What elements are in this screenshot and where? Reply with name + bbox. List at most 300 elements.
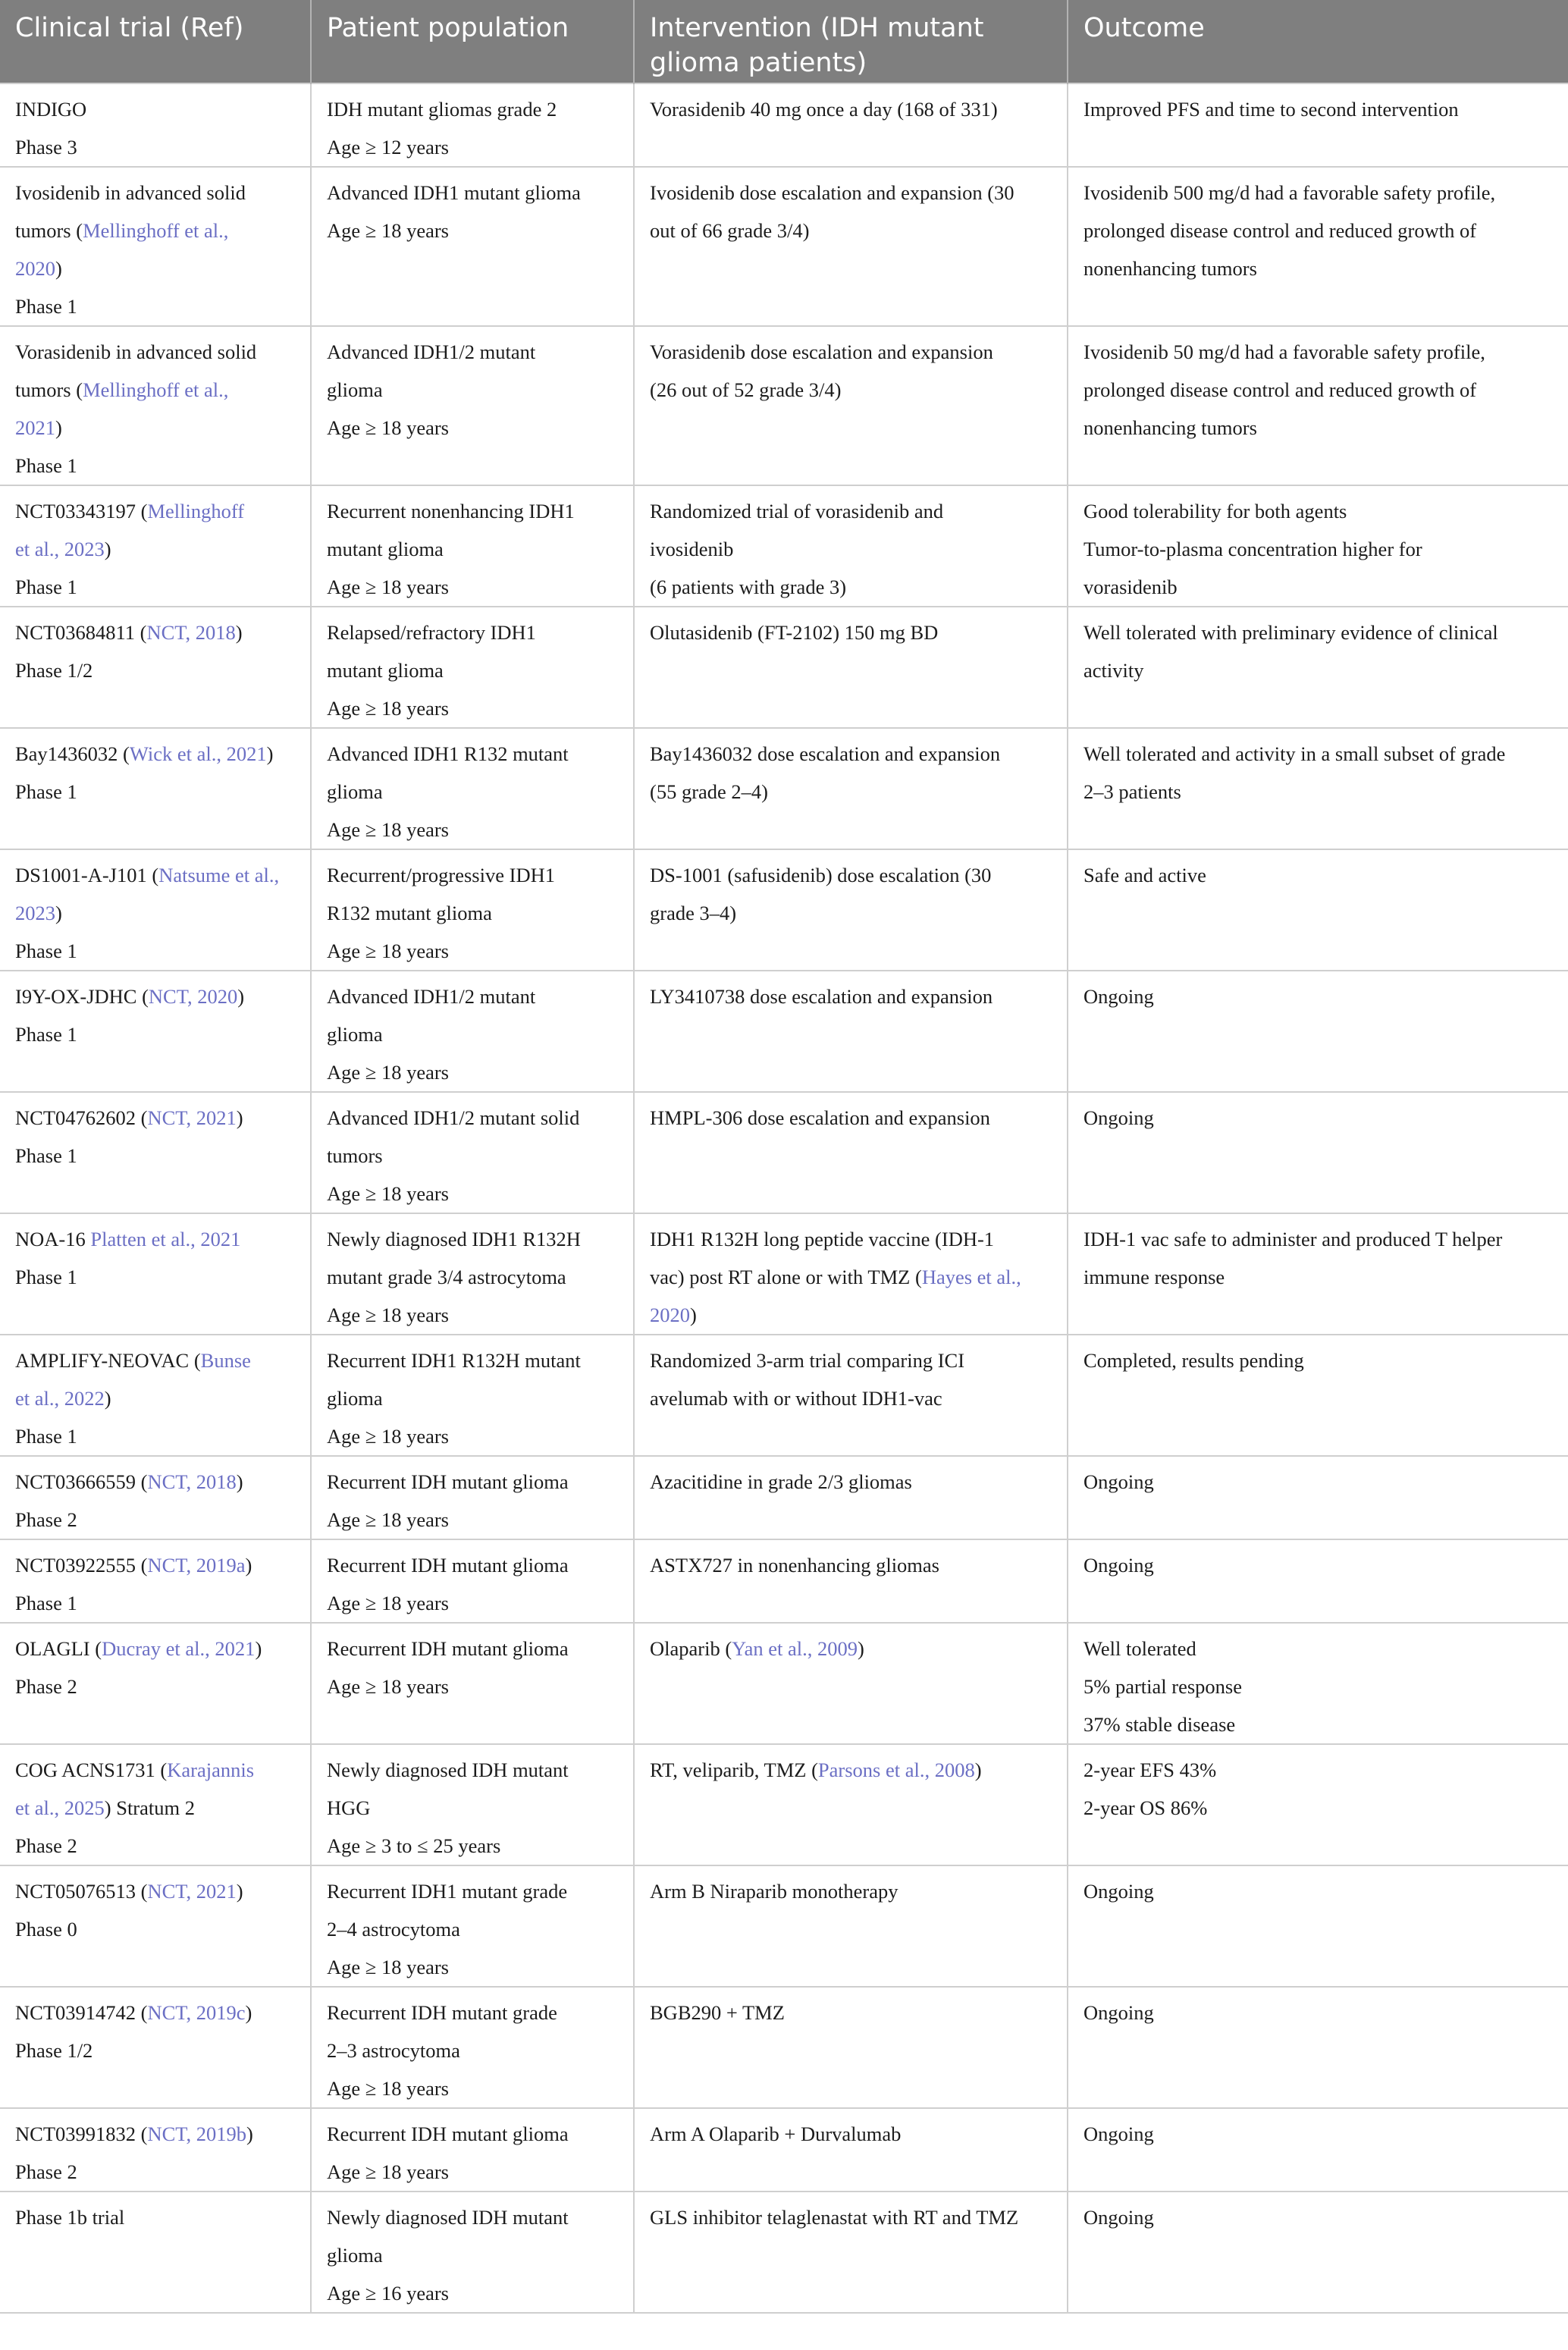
cell-line — [327, 1948, 618, 1986]
cell-line — [650, 894, 1052, 932]
cell-line — [650, 735, 1052, 773]
cell-patient-population — [311, 1539, 634, 1623]
table-row — [0, 971, 1568, 1092]
cell-patient-population — [311, 326, 634, 485]
cell-line — [650, 568, 1052, 606]
cell-outcome — [1068, 1456, 1568, 1539]
reference-link[interactable]: Bunse — [200, 1349, 251, 1372]
cell-text: Phase 2 — [15, 1675, 77, 1698]
cell-text: mutant glioma — [327, 659, 444, 682]
cell-line — [1083, 1630, 1553, 1668]
cell-intervention — [634, 1865, 1068, 1987]
cell-line — [650, 371, 1052, 409]
cell-outcome — [1068, 83, 1568, 167]
cell-line — [327, 1546, 618, 1584]
cell-line — [15, 2198, 295, 2236]
cell-text: Age ≥ 18 years — [327, 416, 449, 439]
cell-line — [1083, 613, 1553, 651]
cell-line — [650, 90, 1052, 128]
cell-text: NCT03991832 ( — [15, 2123, 148, 2145]
reference-link[interactable]: Mellinghoff et al., — [83, 219, 229, 242]
cell-text: Age ≥ 18 years — [327, 1182, 449, 1205]
cell-line — [1083, 568, 1553, 606]
cell-patient-population — [311, 2108, 634, 2192]
cell-intervention — [634, 607, 1068, 728]
cell-intervention — [634, 1987, 1068, 2108]
cell-text: IDH mutant gliomas grade 2 — [327, 98, 557, 121]
cell-text: Relapsed/refractory IDH1 — [327, 621, 536, 644]
cell-clinical-trial — [0, 1865, 311, 1987]
cell-line — [15, 1994, 295, 2032]
cell-text: Age ≥ 18 years — [327, 2160, 449, 2183]
cell-line — [327, 1379, 618, 1417]
cell-line — [327, 212, 618, 249]
cell-text: nonenhancing tumors — [1083, 416, 1257, 439]
cell-outcome — [1068, 1865, 1568, 1987]
cell-text: NCT03914742 ( — [15, 2001, 148, 2024]
cell-line — [1083, 1668, 1553, 1705]
table-row — [0, 1092, 1568, 1213]
cell-text: Ivosidenib dose escalation and expansion (30 — [650, 181, 1014, 204]
cell-intervention — [634, 167, 1068, 326]
cell-line — [327, 1827, 618, 1865]
cell-line — [327, 90, 618, 128]
reference-link[interactable]: 2021 — [15, 416, 55, 439]
cell-text: DS1001-A-J101 ( — [15, 864, 159, 886]
cell-text: Randomized trial of vorasidenib and — [650, 500, 944, 522]
cell-text: 2–4 astrocytoma — [327, 1918, 460, 1941]
cell-line — [15, 212, 295, 249]
cell-line — [1083, 1546, 1553, 1584]
cell-line — [1083, 1751, 1553, 1789]
cell-text: Phase 2 — [15, 1508, 77, 1531]
cell-text: Age ≥ 18 years — [327, 1508, 449, 1531]
cell-outcome — [1068, 167, 1568, 326]
table-row — [0, 2108, 1568, 2192]
cell-text: Age ≥ 18 years — [327, 697, 449, 720]
cell-text: ) — [55, 416, 62, 439]
table-row — [0, 2192, 1568, 2313]
cell-text: R132 mutant glioma — [327, 902, 492, 924]
cell-clinical-trial — [0, 1539, 311, 1623]
cell-line — [15, 2115, 295, 2153]
cell-line — [327, 1015, 618, 1053]
reference-link[interactable]: Hayes et al., — [921, 1266, 1021, 1288]
cell-text: Vorasidenib in advanced solid — [15, 340, 257, 363]
cell-text: 2–3 astrocytoma — [327, 2039, 460, 2062]
cell-text: Age ≥ 16 years — [327, 2282, 449, 2305]
cell-line — [327, 1137, 618, 1175]
cell-text: 2–3 patients — [1083, 780, 1181, 803]
cell-patient-population — [311, 607, 634, 728]
reference-link[interactable]: 2020 — [15, 257, 55, 280]
cell-clinical-trial — [0, 1092, 311, 1213]
cell-line — [327, 1994, 618, 2032]
cell-patient-population — [311, 2192, 634, 2313]
cell-text: ) — [55, 257, 62, 280]
cell-line — [327, 1220, 618, 1258]
cell-outcome — [1068, 728, 1568, 849]
cell-intervention — [634, 971, 1068, 1092]
cell-text: Age ≥ 3 to ≤ 25 years — [327, 1834, 501, 1857]
cell-intervention — [634, 1539, 1068, 1623]
reference-link[interactable]: et al., 2022 — [15, 1387, 105, 1410]
cell-text: Olaparib ( — [650, 1637, 732, 1660]
cell-line — [1083, 1220, 1553, 1258]
cell-text: vac) post RT alone or with TMZ ( — [650, 1266, 922, 1288]
cell-text: Advanced IDH1/2 mutant solid — [327, 1106, 580, 1129]
cell-text: ) — [236, 1880, 243, 1903]
cell-outcome — [1068, 971, 1568, 1092]
cell-text: INDIGO — [15, 98, 87, 121]
cell-text: ) — [236, 1106, 243, 1129]
cell-text: Vorasidenib dose escalation and expansion — [650, 340, 993, 363]
cell-clinical-trial — [0, 2108, 311, 2192]
cell-text: ) — [246, 2123, 253, 2145]
cell-outcome — [1068, 1213, 1568, 1335]
cell-clinical-trial — [0, 607, 311, 728]
cell-clinical-trial — [0, 971, 311, 1092]
cell-patient-population — [311, 1092, 634, 1213]
cell-line — [15, 977, 295, 1015]
cell-line — [15, 773, 295, 811]
cell-line — [15, 1872, 295, 1910]
reference-link[interactable]: NCT, 2018 — [146, 621, 236, 644]
reference-link[interactable]: 2020 — [650, 1304, 690, 1326]
cell-line — [1083, 333, 1553, 371]
cell-text: Ongoing — [1083, 1470, 1154, 1493]
cell-line — [650, 1379, 1052, 1417]
cell-text: immune response — [1083, 1266, 1225, 1288]
reference-link[interactable]: Karajannis — [167, 1759, 255, 1781]
cell-outcome — [1068, 1539, 1568, 1623]
cell-line — [650, 613, 1052, 651]
cell-line — [327, 1296, 618, 1334]
cell-text: Phase 2 — [15, 1834, 77, 1857]
cell-intervention — [634, 485, 1068, 607]
cell-line — [650, 1872, 1052, 1910]
cell-intervention — [634, 2108, 1068, 2192]
header-outcome: Outcome — [1068, 0, 1568, 83]
cell-intervention — [634, 1744, 1068, 1865]
cell-text: Phase 1b trial — [15, 2206, 125, 2229]
cell-text: Recurrent nonenhancing IDH1 — [327, 500, 575, 522]
reference-link[interactable]: NCT, 2019c — [147, 2001, 246, 2024]
cell-line — [327, 568, 618, 606]
cell-text: glioma — [327, 1387, 383, 1410]
cell-text: ) — [245, 2001, 252, 2024]
cell-line — [327, 1053, 618, 1091]
cell-text: ) — [255, 1637, 262, 1660]
cell-text: (6 patients with grade 3) — [650, 576, 847, 598]
cell-outcome — [1068, 607, 1568, 728]
cell-intervention — [634, 83, 1068, 167]
cell-text: grade 3–4) — [650, 902, 737, 924]
cell-text: Safe and active — [1083, 864, 1206, 886]
header-clinical-trial: Clinical trial (Ref) — [0, 0, 311, 83]
cell-text: Advanced IDH1 R132 mutant — [327, 742, 569, 765]
cell-text: ) — [104, 1387, 111, 1410]
cell-text: glioma — [327, 378, 383, 401]
cell-text: IDH-1 vac safe to administer and produced T helper — [1083, 1228, 1503, 1250]
table-row — [0, 1865, 1568, 1987]
cell-text: Tumor-to-plasma concentration higher for — [1083, 538, 1422, 560]
cell-patient-population — [311, 1744, 634, 1865]
cell-text: AMPLIFY-NEOVAC ( — [15, 1349, 201, 1372]
cell-line — [327, 811, 618, 849]
cell-text: Phase 1 — [15, 295, 77, 318]
cell-line — [327, 1910, 618, 1948]
cell-text: Recurrent IDH mutant glioma — [327, 1554, 569, 1577]
cell-text: mutant grade 3/4 astrocytoma — [327, 1266, 566, 1288]
cell-text: (55 grade 2–4) — [650, 780, 768, 803]
cell-text: Phase 1 — [15, 780, 77, 803]
cell-text: Phase 1 — [15, 1023, 77, 1046]
cell-text: Recurrent IDH mutant glioma — [327, 1637, 569, 1660]
cell-clinical-trial — [0, 326, 311, 485]
cell-line — [1083, 1872, 1553, 1910]
cell-text: Age ≥ 18 years — [327, 1592, 449, 1614]
reference-link[interactable]: Mellinghoff — [147, 500, 245, 522]
cell-text: Age ≥ 18 years — [327, 1956, 449, 1978]
cell-outcome — [1068, 485, 1568, 607]
cell-text: NCT03922555 ( — [15, 1554, 148, 1577]
reference-link[interactable]: Ducray et al., 2021 — [102, 1637, 256, 1660]
cell-text: Age ≥ 18 years — [327, 1425, 449, 1448]
cell-outcome — [1068, 1092, 1568, 1213]
cell-line — [650, 1994, 1052, 2032]
table-row — [0, 1539, 1568, 1623]
cell-line — [650, 212, 1052, 249]
cell-line — [327, 1789, 618, 1827]
cell-text: BGB290 + TMZ — [650, 2001, 785, 2024]
cell-clinical-trial — [0, 728, 311, 849]
cell-line — [327, 1584, 618, 1622]
cell-text: COG ACNS1731 ( — [15, 1759, 168, 1781]
reference-link[interactable]: NCT, 2021 — [147, 1106, 237, 1129]
cell-text: Ongoing — [1083, 2123, 1154, 2145]
cell-line — [1083, 174, 1553, 212]
cell-text: tumors ( — [15, 219, 83, 242]
cell-text: Bay1436032 dose escalation and expansion — [650, 742, 1001, 765]
cell-text: Ongoing — [1083, 1554, 1154, 1577]
cell-text: Age ≥ 18 years — [327, 1675, 449, 1698]
cell-line — [327, 2274, 618, 2312]
cell-text: Ongoing — [1083, 1880, 1154, 1903]
cell-line — [327, 932, 618, 970]
cell-line — [327, 977, 618, 1015]
cell-line — [15, 894, 295, 932]
cell-patient-population — [311, 1987, 634, 2108]
cell-line — [1083, 773, 1553, 811]
cell-line — [15, 530, 295, 568]
cell-text: ) — [690, 1304, 697, 1326]
cell-line — [1083, 735, 1553, 773]
cell-line — [1083, 1994, 1553, 2032]
cell-text: Phase 3 — [15, 136, 77, 158]
cell-line — [650, 333, 1052, 371]
reference-link[interactable]: 2023 — [15, 902, 55, 924]
reference-link[interactable]: et al., 2025 — [15, 1796, 105, 1819]
table-row — [0, 1456, 1568, 1539]
cell-line — [327, 2236, 618, 2274]
cell-text: prolonged disease control and reduced growth of — [1083, 378, 1477, 401]
cell-text: HMPL-306 dose escalation and expansion — [650, 1106, 990, 1129]
cell-line — [15, 447, 295, 485]
cell-line — [1083, 409, 1553, 447]
cell-text: Olutasidenib (FT-2102) 150 mg BD — [650, 621, 939, 644]
cell-text: ) — [237, 985, 245, 1008]
cell-text: Arm B Niraparib monotherapy — [650, 1880, 898, 1903]
cell-intervention — [634, 1213, 1068, 1335]
cell-patient-population — [311, 1865, 634, 1987]
cell-text: NCT03684811 ( — [15, 621, 147, 644]
cell-text: tumors — [327, 1144, 383, 1167]
header-row — [0, 0, 1568, 83]
cell-line — [15, 1751, 295, 1789]
cell-text: Well tolerated — [1083, 1637, 1196, 1660]
cell-line — [327, 1872, 618, 1910]
cell-line — [15, 249, 295, 287]
cell-text: Phase 1 — [15, 1592, 77, 1614]
cell-text: Bay1436032 ( — [15, 742, 130, 765]
cell-line — [1083, 249, 1553, 287]
cell-clinical-trial — [0, 1987, 311, 2108]
table-row — [0, 167, 1568, 326]
cell-line — [650, 2115, 1052, 2153]
reference-link[interactable]: NCT, 2019b — [147, 2123, 246, 2145]
cell-line — [1083, 1258, 1553, 1296]
cell-outcome — [1068, 1744, 1568, 1865]
cell-line — [650, 492, 1052, 530]
table-row — [0, 1744, 1568, 1865]
cell-line — [15, 492, 295, 530]
reference-link[interactable]: Parsons et al., 2008 — [817, 1759, 975, 1781]
reference-link[interactable]: et al., 2023 — [15, 538, 105, 560]
cell-line — [1083, 1099, 1553, 1137]
cell-line — [327, 651, 618, 689]
table-row — [0, 83, 1568, 167]
reference-link[interactable]: Mellinghoff et al., — [83, 378, 229, 401]
cell-text: Age ≥ 18 years — [327, 576, 449, 598]
cell-line — [15, 1546, 295, 1584]
cell-text: ) — [245, 1554, 252, 1577]
cell-line — [650, 1546, 1052, 1584]
cell-patient-population — [311, 1335, 634, 1456]
cell-text: NCT05076513 ( — [15, 1880, 148, 1903]
cell-text: activity — [1083, 659, 1144, 682]
cell-text: Recurrent IDH mutant glioma — [327, 2123, 569, 2145]
cell-line — [1083, 2115, 1553, 2153]
cell-line — [15, 1501, 295, 1539]
cell-line — [650, 1341, 1052, 1379]
cell-patient-population — [311, 1213, 634, 1335]
cell-line — [327, 2069, 618, 2107]
cell-clinical-trial — [0, 1744, 311, 1865]
cell-line — [15, 174, 295, 212]
cell-line — [15, 1789, 295, 1827]
cell-text: Age ≥ 18 years — [327, 1304, 449, 1326]
cell-text: I9Y-OX-JDHC ( — [15, 985, 149, 1008]
cell-line — [1083, 212, 1553, 249]
reference-link[interactable]: Yan et al., 2009 — [732, 1637, 858, 1660]
cell-text: 37% stable disease — [1083, 1713, 1236, 1736]
table-body — [0, 83, 1568, 2313]
cell-line — [327, 2115, 618, 2153]
cell-line — [327, 409, 618, 447]
cell-text: Age ≥ 18 years — [327, 1061, 449, 1084]
cell-patient-population — [311, 1456, 634, 1539]
cell-patient-population — [311, 83, 634, 167]
cell-line — [15, 856, 295, 894]
cell-text: prolonged disease control and reduced growth of — [1083, 219, 1477, 242]
cell-line — [327, 371, 618, 409]
reference-link[interactable]: NCT, 2019a — [147, 1554, 246, 1577]
cell-text: glioma — [327, 2244, 383, 2267]
cell-text: Phase 0 — [15, 1918, 77, 1941]
header-intervention: Intervention (IDH mutant glioma patients) — [634, 0, 1068, 83]
cell-line — [15, 371, 295, 409]
cell-text: Advanced IDH1 mutant glioma — [327, 181, 581, 204]
cell-text: Recurrent/progressive IDH1 — [327, 864, 555, 886]
cell-line — [650, 1296, 1052, 1334]
cell-line — [15, 1099, 295, 1137]
cell-outcome — [1068, 2192, 1568, 2313]
cell-line — [327, 128, 618, 166]
cell-text: vorasidenib — [1083, 576, 1178, 598]
cell-clinical-trial — [0, 1335, 311, 1456]
cell-line — [15, 1417, 295, 1455]
cell-patient-population — [311, 167, 634, 326]
table-row — [0, 849, 1568, 971]
table-row — [0, 1987, 1568, 2108]
cell-text: (26 out of 52 grade 3/4) — [650, 378, 842, 401]
cell-text: Age ≥ 18 years — [327, 2077, 449, 2100]
reference-link[interactable]: NCT, 2021 — [147, 1880, 237, 1903]
reference-link[interactable]: NCT, 2020 — [148, 985, 238, 1008]
cell-text: RT, veliparib, TMZ ( — [650, 1759, 818, 1781]
cell-line — [327, 1501, 618, 1539]
cell-line — [327, 2153, 618, 2191]
cell-text: 2-year EFS 43% — [1083, 1759, 1217, 1781]
cell-line — [327, 2032, 618, 2069]
reference-link[interactable]: Platten et al., 2021 — [90, 1228, 241, 1250]
cell-text: NCT04762602 ( — [15, 1106, 148, 1129]
cell-text: Well tolerated with preliminary evidence of clinical — [1083, 621, 1498, 644]
cell-text: OLAGLI ( — [15, 1637, 102, 1660]
cell-line — [327, 1630, 618, 1668]
cell-text: Ongoing — [1083, 1106, 1154, 1129]
cell-clinical-trial — [0, 1623, 311, 1744]
cell-line — [15, 333, 295, 371]
cell-text: nonenhancing tumors — [1083, 257, 1257, 280]
reference-link[interactable]: Natsume et al., — [158, 864, 280, 886]
cell-text: Newly diagnosed IDH mutant — [327, 2206, 569, 2229]
cell-text: DS-1001 (safusidenib) dose escalation (30 — [650, 864, 992, 886]
reference-link[interactable]: Wick et al., 2021 — [129, 742, 267, 765]
cell-clinical-trial — [0, 1456, 311, 1539]
reference-link[interactable]: NCT, 2018 — [147, 1470, 237, 1493]
cell-line — [15, 568, 295, 606]
cell-text: Phase 1 — [15, 1144, 77, 1167]
cell-line — [327, 333, 618, 371]
cell-outcome — [1068, 2108, 1568, 2192]
table-row — [0, 728, 1568, 849]
cell-text: Ivosidenib 50 mg/d had a favorable safety profile, — [1083, 340, 1485, 363]
cell-line — [15, 1630, 295, 1668]
cell-text: Age ≥ 18 years — [327, 818, 449, 841]
cell-line — [1083, 2198, 1553, 2236]
